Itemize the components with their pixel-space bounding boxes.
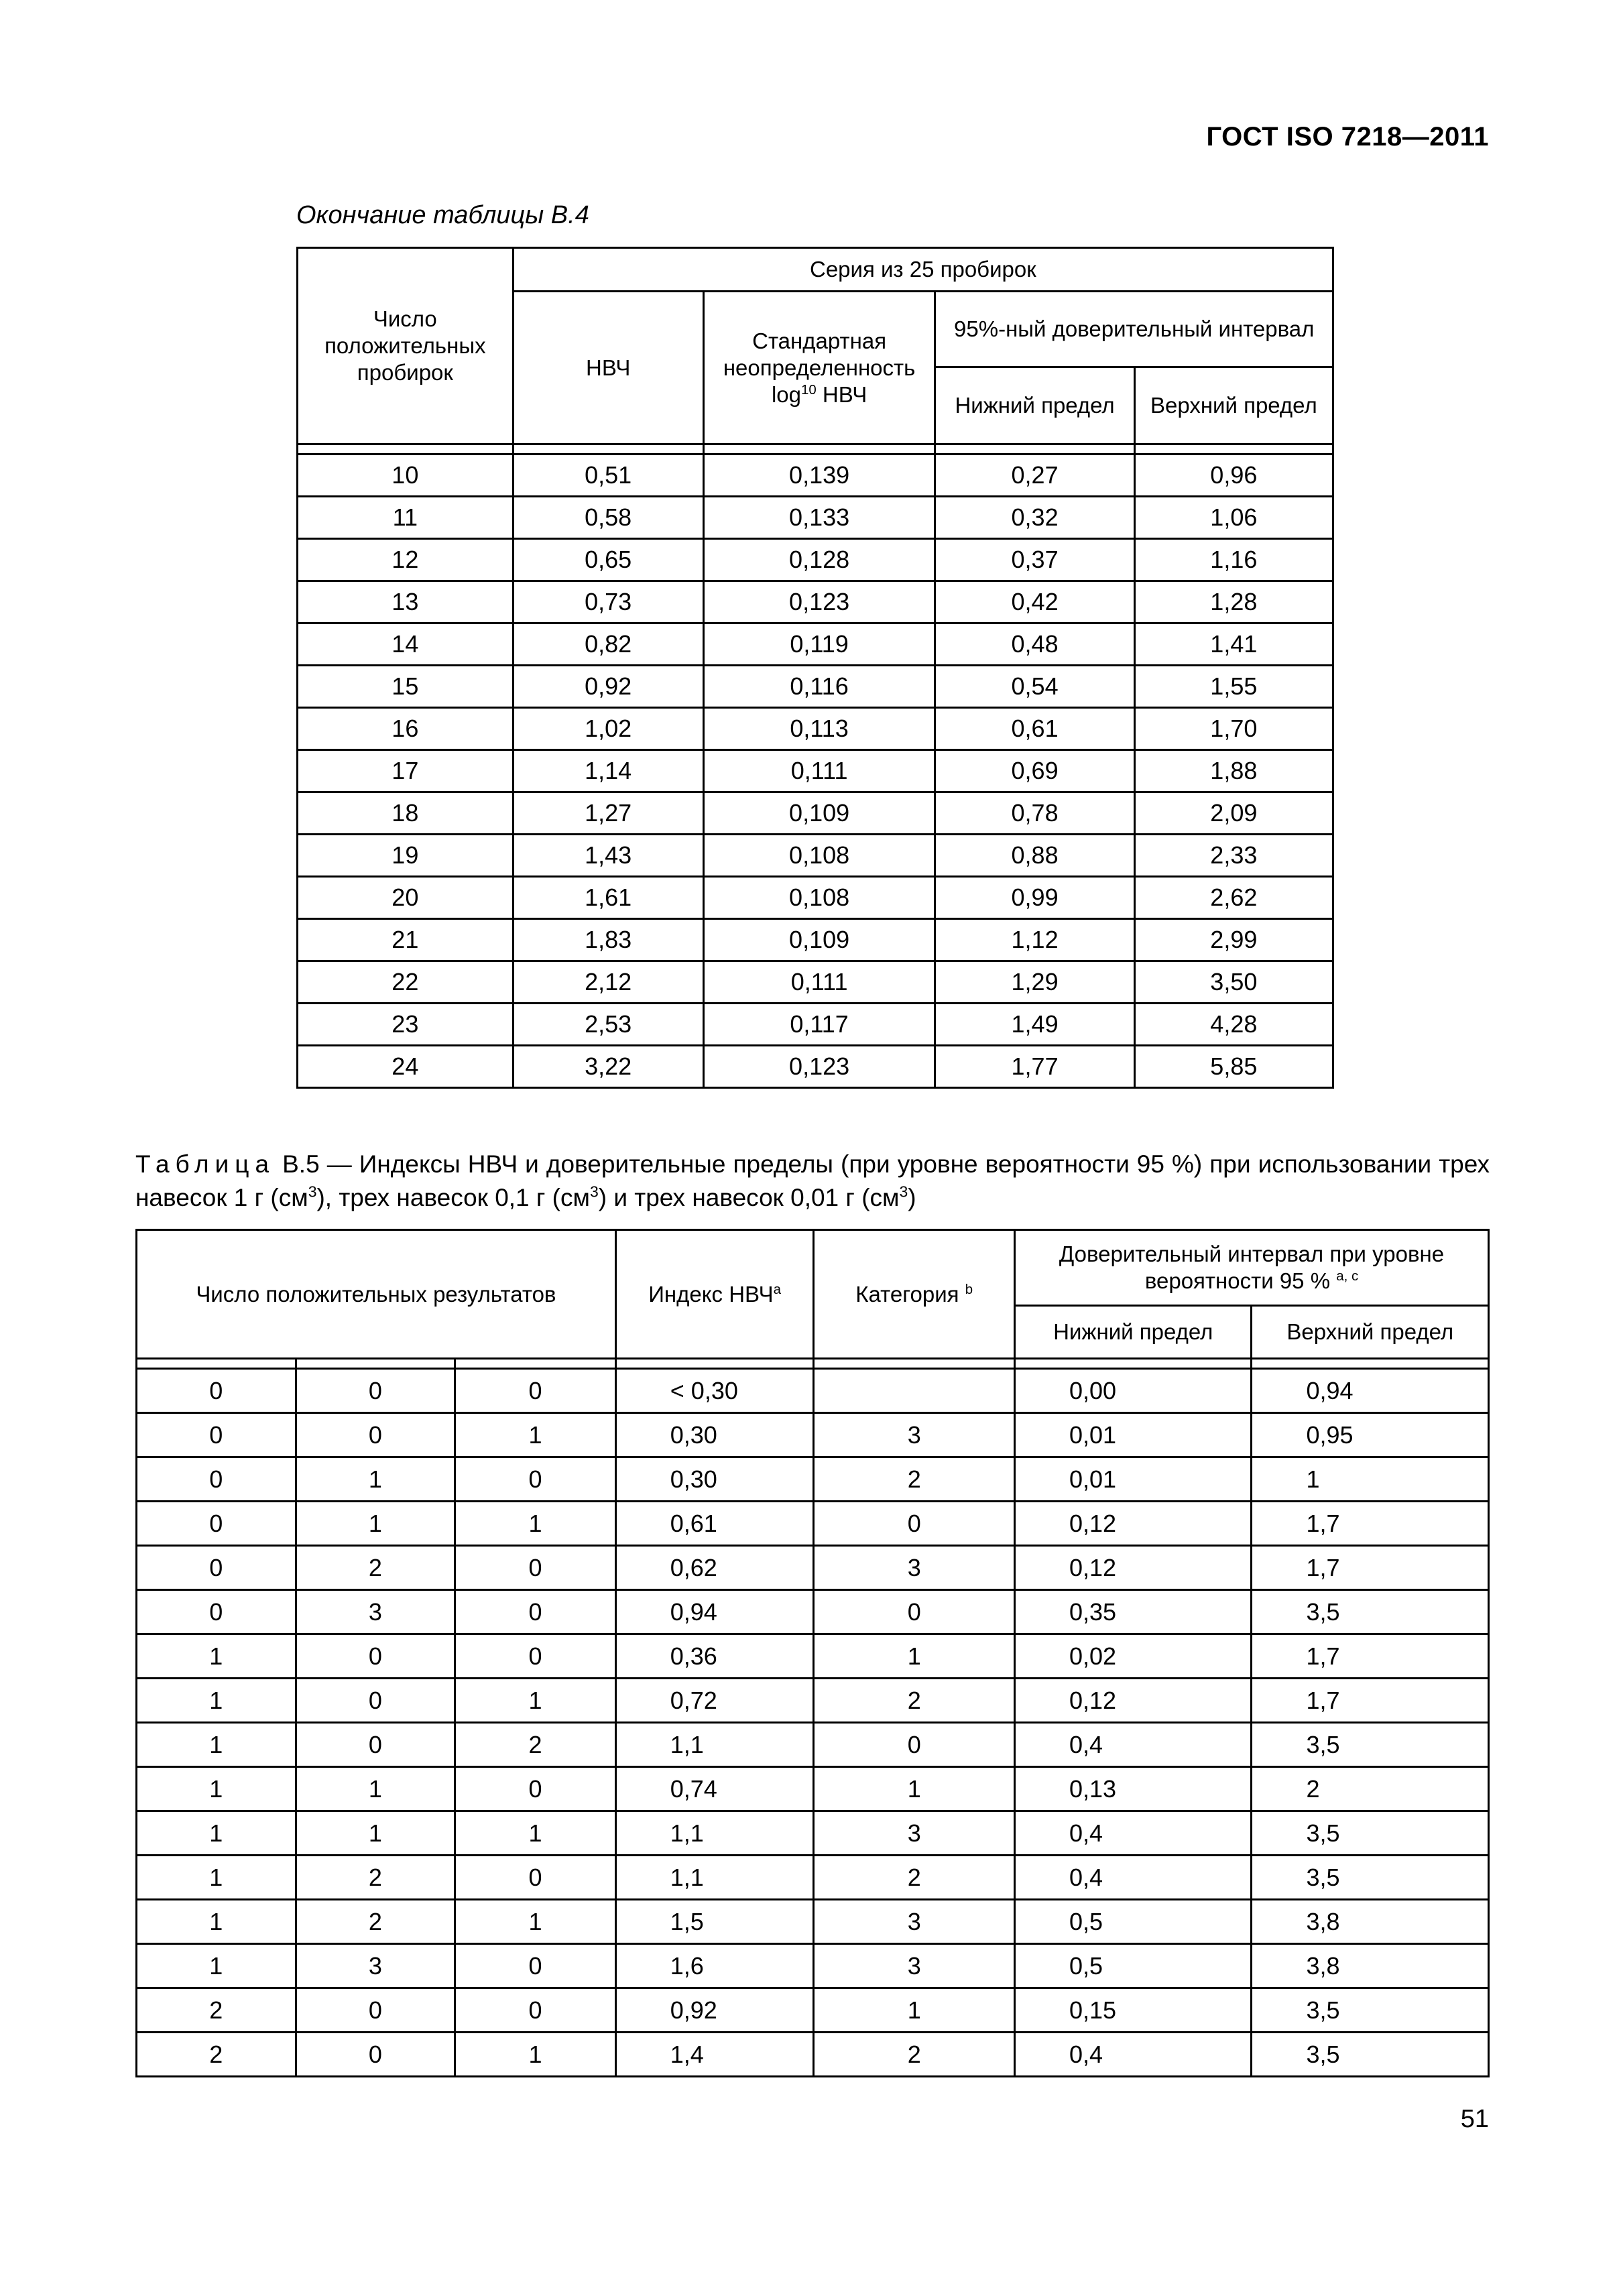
table-cell: 14 (298, 623, 514, 666)
table-row (137, 1900, 1489, 1944)
table-cell: 21 (298, 919, 514, 961)
table-cell: < 0,30 (615, 1369, 814, 1413)
b5-header-lower: Нижний предел (1015, 1306, 1252, 1359)
table-cell: 20 (298, 877, 514, 919)
table-cell: 3,50 (1134, 961, 1333, 1004)
table-cell: 0,4 (1015, 1856, 1252, 1900)
table-cell: 11 (298, 497, 514, 539)
table-row (137, 1856, 1489, 1900)
table-cell: 0,5 (1015, 1900, 1252, 1944)
table-cell: 1 (137, 1767, 296, 1811)
table-cell: 0,123 (703, 1046, 935, 1088)
table-cell: 3 (814, 1944, 1015, 1988)
caption-sup-1: 3 (308, 1183, 317, 1201)
table-cell: 0,36 (615, 1634, 814, 1679)
table-cell: 0,72 (615, 1679, 814, 1723)
table-cell: 0,30 (615, 1457, 814, 1502)
table-cell: 1 (137, 1944, 296, 1988)
b5-header-category-sup: b (965, 1281, 973, 1297)
document-header-title: ГОСТ ISO 7218—2011 (1206, 122, 1489, 152)
b5-header-separator (137, 1359, 1489, 1369)
table-cell: 0 (137, 1590, 296, 1634)
table-cell: 0,4 (1015, 1811, 1252, 1856)
table-b5-caption-text-4: ) (908, 1184, 916, 1211)
table-cell: 3,8 (1252, 1944, 1489, 1988)
table-cell: 0,51 (513, 455, 703, 497)
table-cell: 1,5 (615, 1900, 814, 1944)
b5-header-upper: Верхний предел (1252, 1306, 1489, 1359)
b5-header-index-sup: a (773, 1281, 781, 1297)
b4-header-stduncert-unit: НВЧ (816, 381, 867, 407)
table-cell: 0 (455, 1988, 616, 2033)
table-cell: 1,28 (1134, 581, 1333, 623)
table-cell: 1 (137, 1723, 296, 1767)
table-cell: 1,02 (513, 708, 703, 750)
table-cell: 2 (137, 2033, 296, 2077)
b4-header-separator (298, 444, 1333, 455)
table-cell: 2 (814, 1856, 1015, 1900)
table-cell: 1 (455, 1413, 616, 1457)
table-cell: 0,58 (513, 497, 703, 539)
table-cell: 1 (296, 1811, 455, 1856)
table-cell: 3 (296, 1944, 455, 1988)
table-cell: 0 (296, 1413, 455, 1457)
table-cell: 3,5 (1252, 1723, 1489, 1767)
table-cell: 0,96 (1134, 455, 1333, 497)
table-cell: 2 (296, 1546, 455, 1590)
table-cell: 0 (455, 1767, 616, 1811)
table-cell: 0,4 (1015, 1723, 1252, 1767)
table-cell: 1 (455, 1679, 616, 1723)
table-cell: 1,14 (513, 750, 703, 792)
table-row (298, 708, 1333, 750)
table-row (298, 919, 1333, 961)
table-row (298, 750, 1333, 792)
b4-body (298, 444, 1333, 1088)
b4-header-upper: Верхний предел (1134, 367, 1333, 444)
table-cell: 3,22 (513, 1046, 703, 1088)
table-row (137, 1590, 1489, 1634)
table-cell: 0,119 (703, 623, 935, 666)
table-cell: 0,123 (703, 581, 935, 623)
table-cell: 1,70 (1134, 708, 1333, 750)
table-cell: 0,99 (935, 877, 1134, 919)
table-cell: 2 (455, 1723, 616, 1767)
table-cell: 1,88 (1134, 750, 1333, 792)
table-cell: 0,82 (513, 623, 703, 666)
table-cell: 0,12 (1015, 1546, 1252, 1590)
table-row (137, 1679, 1489, 1723)
table-b5-caption-label: Таблица (135, 1150, 276, 1178)
table-row (298, 497, 1333, 539)
table-cell: 1 (137, 1634, 296, 1679)
table-cell: 0 (814, 1723, 1015, 1767)
table-cell: 1,61 (513, 877, 703, 919)
table-cell: 10 (298, 455, 514, 497)
table-row (298, 1046, 1333, 1088)
table-cell: 1 (137, 1856, 296, 1900)
table-cell: 0,108 (703, 835, 935, 877)
b4-header-lower: Нижний предел (935, 367, 1134, 444)
table-cell: 0,78 (935, 792, 1134, 835)
table-cell: 0,69 (935, 750, 1134, 792)
table-cell: 0 (455, 1457, 616, 1502)
table-cell: 1,12 (935, 919, 1134, 961)
table-cell: 1 (814, 1634, 1015, 1679)
table-cell: 0,62 (615, 1546, 814, 1590)
table-cell: 0 (455, 1634, 616, 1679)
table-b4-caption: Окончание таблицы В.4 (296, 201, 589, 229)
table-cell: 0,37 (935, 539, 1134, 581)
table-cell: 0,00 (1015, 1369, 1252, 1413)
table-cell: 0,65 (513, 539, 703, 581)
table-cell: 3 (814, 1546, 1015, 1590)
table-cell: 0,128 (703, 539, 935, 581)
table-cell: 0,108 (703, 877, 935, 919)
table-cell: 0 (137, 1502, 296, 1546)
table-cell: 0,133 (703, 497, 935, 539)
table-cell: 3,8 (1252, 1900, 1489, 1944)
table-row (137, 1634, 1489, 1679)
table-cell: 4,28 (1134, 1004, 1333, 1046)
table-cell: 0,15 (1015, 1988, 1252, 2033)
table-cell: 0 (296, 1679, 455, 1723)
table-cell: 1,7 (1252, 1546, 1489, 1590)
table-cell: 1,27 (513, 792, 703, 835)
b5-header-index-label: Индекс НВЧ (648, 1281, 774, 1307)
table-cell: 0,111 (703, 750, 935, 792)
table-cell: 0,48 (935, 623, 1134, 666)
b4-header-mpn: НВЧ (513, 292, 703, 444)
table-cell: 0,92 (615, 1988, 814, 2033)
table-cell: 1,7 (1252, 1679, 1489, 1723)
table-cell: 0,116 (703, 666, 935, 708)
table-cell: 0 (296, 1988, 455, 2033)
table-cell: 1,43 (513, 835, 703, 877)
table-cell: 0 (455, 1590, 616, 1634)
table-cell: 0 (296, 1723, 455, 1767)
table-cell: 2,12 (513, 961, 703, 1004)
table-cell: 2 (814, 2033, 1015, 2077)
b5-header-category-label: Категория (855, 1281, 959, 1307)
table-row (298, 623, 1333, 666)
table-cell: 2 (296, 1900, 455, 1944)
table-cell: 0,139 (703, 455, 935, 497)
table-b5-caption (135, 1148, 1490, 1215)
table-cell: 0 (137, 1546, 296, 1590)
table-cell: 3,5 (1252, 1590, 1489, 1634)
table-cell: 1,16 (1134, 539, 1333, 581)
table-cell: 1,1 (615, 1856, 814, 1900)
b4-header-stduncert-label: Стандартная неопределенность (723, 328, 916, 380)
table-b5 (135, 1229, 1490, 2077)
table-cell: 0,02 (1015, 1634, 1252, 1679)
table-row (137, 1723, 1489, 1767)
table-cell: 1,77 (935, 1046, 1134, 1088)
table-row (298, 455, 1333, 497)
table-row (137, 1811, 1489, 1856)
table-row (298, 1004, 1333, 1046)
table-row (137, 1988, 1489, 2033)
table-cell: 0,54 (935, 666, 1134, 708)
table-cell: 1 (137, 1900, 296, 1944)
table-row (137, 2033, 1489, 2077)
table-cell: 0,109 (703, 792, 935, 835)
table-row (298, 581, 1333, 623)
b5-header-index (615, 1230, 814, 1359)
table-row (137, 1944, 1489, 1988)
table-row (137, 1502, 1489, 1546)
table-cell: 0 (455, 1546, 616, 1590)
table-row (137, 1767, 1489, 1811)
b5-header-positives: Число положительных результатов (137, 1230, 616, 1359)
table-cell: 1,1 (615, 1811, 814, 1856)
table-cell: 1 (296, 1457, 455, 1502)
table-cell: 1 (296, 1502, 455, 1546)
table-cell: 1 (137, 1811, 296, 1856)
table-cell: 1,29 (935, 961, 1134, 1004)
table-cell: 2,33 (1134, 835, 1333, 877)
table-cell: 0,27 (935, 455, 1134, 497)
table-cell: 1,41 (1134, 623, 1333, 666)
table-cell: 0,42 (935, 581, 1134, 623)
table-cell: 0 (455, 1944, 616, 1988)
table-b5-caption-text-1: В.5 — Индексы НВЧ и доверительные пределы (при уровне вероятности 95 %) при использовании трех навесок 1 г (см (135, 1150, 1490, 1211)
table-cell: 1 (296, 1767, 455, 1811)
table-cell: 2,62 (1134, 877, 1333, 919)
table-cell: 2 (296, 1856, 455, 1900)
table-row (298, 961, 1333, 1004)
table-cell: 2,99 (1134, 919, 1333, 961)
table-cell: 13 (298, 581, 514, 623)
table-cell: 0,61 (935, 708, 1134, 750)
table-cell: 0,35 (1015, 1590, 1252, 1634)
b4-header-series: Серия из 25 пробирок (513, 248, 1333, 292)
table-cell: 2 (1252, 1767, 1489, 1811)
table-cell: 0 (137, 1413, 296, 1457)
table-cell: 1 (814, 1767, 1015, 1811)
table-cell: 5,85 (1134, 1046, 1333, 1088)
table-cell: 0,94 (1252, 1369, 1489, 1413)
table-cell: 3 (296, 1590, 455, 1634)
table-cell: 0,01 (1015, 1457, 1252, 1502)
table-cell: 19 (298, 835, 514, 877)
table-cell: 24 (298, 1046, 514, 1088)
table-cell: 0,4 (1015, 2033, 1252, 2077)
table-cell: 1,83 (513, 919, 703, 961)
table-cell: 3 (814, 1900, 1015, 1944)
table-cell: 2 (814, 1457, 1015, 1502)
table-cell: 1 (1252, 1457, 1489, 1502)
table-cell: 1,1 (615, 1723, 814, 1767)
table-cell: 1,55 (1134, 666, 1333, 708)
b5-body (137, 1359, 1489, 2077)
table-cell: 0,111 (703, 961, 935, 1004)
table-cell: 3,5 (1252, 2033, 1489, 2077)
b5-header-ci-label: Доверительный интервал при уровне вероятности 95 % (1059, 1242, 1445, 1293)
table-cell: 0 (296, 1369, 455, 1413)
b4-header-positives: Число положительных пробирок (298, 248, 514, 444)
table-row (137, 1546, 1489, 1590)
table-cell: 1,06 (1134, 497, 1333, 539)
table-cell: 0,117 (703, 1004, 935, 1046)
table-cell: 0,95 (1252, 1413, 1489, 1457)
table-cell: 1,49 (935, 1004, 1134, 1046)
table-cell: 15 (298, 666, 514, 708)
table-cell: 1 (137, 1679, 296, 1723)
table-cell: 1,7 (1252, 1634, 1489, 1679)
table-cell: 3,5 (1252, 1856, 1489, 1900)
table-cell: 1 (455, 1811, 616, 1856)
table-cell: 0 (296, 1634, 455, 1679)
table-cell: 0 (296, 2033, 455, 2077)
table-cell: 3,5 (1252, 1811, 1489, 1856)
table-cell: 0,12 (1015, 1679, 1252, 1723)
table-cell: 17 (298, 750, 514, 792)
caption-sup-3: 3 (899, 1183, 908, 1201)
table-cell: 0,92 (513, 666, 703, 708)
table-cell: 1,4 (615, 2033, 814, 2077)
table-row (298, 835, 1333, 877)
table-cell: 0,94 (615, 1590, 814, 1634)
b4-header-ci: 95%-ный доверительный интервал (935, 292, 1333, 367)
table-b4 (296, 247, 1334, 1089)
b4-header-stduncert-log: log (771, 381, 801, 407)
table-cell: 0,113 (703, 708, 935, 750)
b5-header-category (814, 1230, 1015, 1359)
table-cell: 1 (814, 1988, 1015, 2033)
table-cell: 2,53 (513, 1004, 703, 1046)
caption-sup-2: 3 (589, 1183, 599, 1201)
table-cell: 12 (298, 539, 514, 581)
table-cell: 18 (298, 792, 514, 835)
table-cell: 1,6 (615, 1944, 814, 1988)
table-cell: 0,61 (615, 1502, 814, 1546)
b5-header-ci (1015, 1230, 1489, 1306)
b4-header-stduncert (703, 292, 935, 444)
table-row (298, 792, 1333, 835)
table-cell: 0 (137, 1457, 296, 1502)
table-row (298, 666, 1333, 708)
b4-header-stduncert-sup: 10 (800, 381, 817, 398)
table-cell: 1 (455, 1502, 616, 1546)
table-row (137, 1413, 1489, 1457)
table-cell: 0 (814, 1590, 1015, 1634)
table-cell: 22 (298, 961, 514, 1004)
table-cell: 0 (455, 1369, 616, 1413)
table-cell (814, 1369, 1015, 1413)
table-cell: 1,7 (1252, 1502, 1489, 1546)
table-cell: 3 (814, 1413, 1015, 1457)
table-cell: 23 (298, 1004, 514, 1046)
table-cell: 0 (455, 1856, 616, 1900)
table-cell: 3 (814, 1811, 1015, 1856)
table-row (298, 539, 1333, 581)
table-cell: 2 (137, 1988, 296, 2033)
table-cell: 0,13 (1015, 1767, 1252, 1811)
table-cell: 0,109 (703, 919, 935, 961)
table-row (298, 877, 1333, 919)
table-row (137, 1369, 1489, 1413)
table-cell: 0,5 (1015, 1944, 1252, 1988)
table-b5-caption-text-3: ) и трех навесок 0,01 г (см (598, 1184, 900, 1211)
table-cell: 0,88 (935, 835, 1134, 877)
table-cell: 0,74 (615, 1767, 814, 1811)
table-b5-caption-text-2: ), трех навесок 0,1 г (см (316, 1184, 590, 1211)
table-row (137, 1457, 1489, 1502)
table-cell: 0 (814, 1502, 1015, 1546)
page-number: 51 (1460, 2105, 1489, 2133)
b5-header-ci-sup: a, c (1336, 1268, 1359, 1284)
table-cell: 0,32 (935, 497, 1134, 539)
table-cell: 0,01 (1015, 1413, 1252, 1457)
table-cell: 1 (455, 2033, 616, 2077)
table-cell: 0,73 (513, 581, 703, 623)
table-cell: 0,30 (615, 1413, 814, 1457)
table-cell: 2,09 (1134, 792, 1333, 835)
table-cell: 16 (298, 708, 514, 750)
table-cell: 3,5 (1252, 1988, 1489, 2033)
table-cell: 1 (455, 1900, 616, 1944)
table-cell: 0 (137, 1369, 296, 1413)
table-cell: 0,12 (1015, 1502, 1252, 1546)
table-cell: 2 (814, 1679, 1015, 1723)
